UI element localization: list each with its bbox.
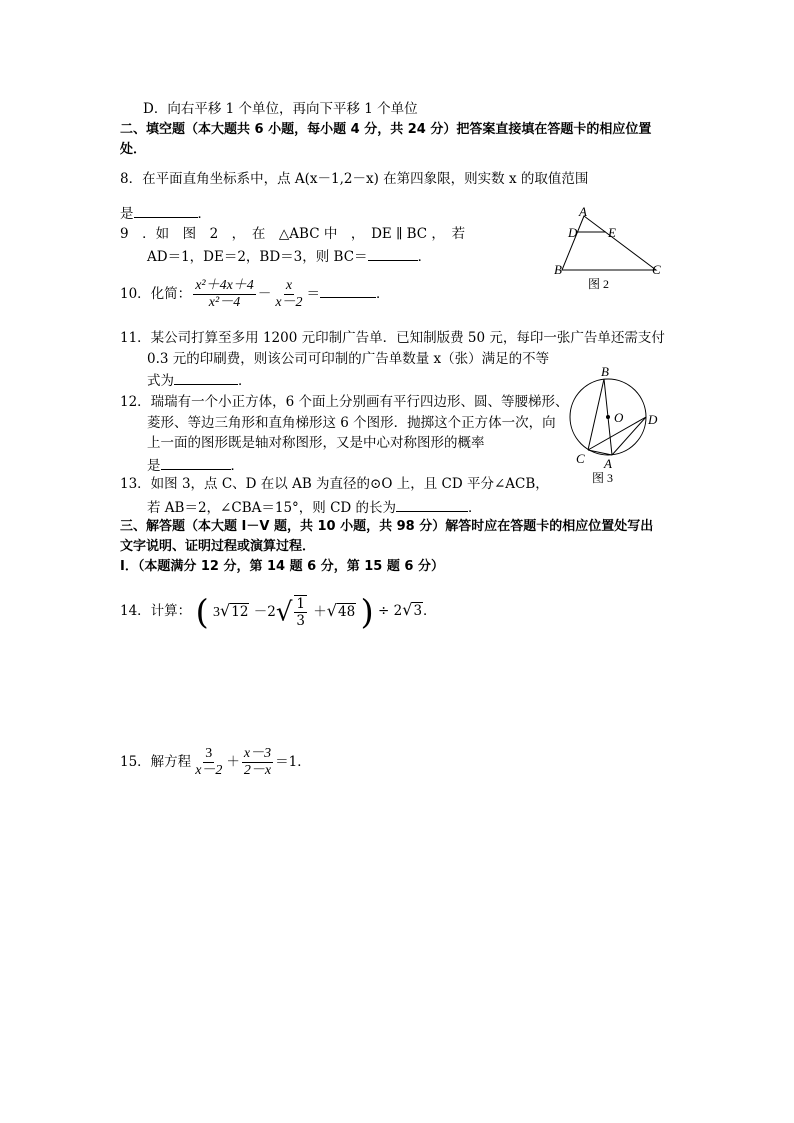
- section3-heading: 三、解答题（本大题 Ⅰ－Ⅴ 题，共 10 小题，共 98 分）解答时应在答题卡的相应位置处写出: [120, 519, 654, 534]
- q12-suffix: ．: [230, 458, 244, 474]
- q9-prefix: AD＝1，DE＝2，BD＝3，则 BC＝: [147, 249, 368, 265]
- q8-blank[interactable]: [134, 203, 198, 218]
- sqrt-sign-large: √: [275, 597, 293, 627]
- section3-heading-cont: 文字说明、证明过程或演算过程．: [120, 539, 316, 554]
- q10-frac1-num: x²＋4x＋4: [195, 278, 254, 293]
- q12-prefix: 是: [147, 458, 161, 474]
- q11-prefix: 式为: [147, 373, 174, 389]
- label-b: B: [554, 262, 562, 277]
- q11-blank[interactable]: [174, 370, 238, 385]
- q10-frac2-den: x－2: [275, 295, 303, 310]
- sqrt-sign-2: √: [326, 600, 337, 620]
- figure-2-triangle: [548, 204, 678, 294]
- part1-heading: Ⅰ．（本题满分 12 分，第 14 题 6 分，第 15 题 6 分）: [120, 559, 444, 574]
- label-d: D: [648, 412, 658, 427]
- q12-blank[interactable]: [161, 455, 231, 470]
- q14-frac-den: 3: [296, 613, 305, 629]
- question-11-answer: [147, 370, 252, 390]
- q8-prefix: 是: [120, 206, 134, 222]
- question-12: 12．瑞瑞有一个小正方体，6 个面上分别画有平行四边形、圆、等腰梯形、: [120, 394, 569, 410]
- q14-radicand-3: 48: [338, 603, 356, 620]
- q14-radicand-4: 3: [413, 603, 423, 619]
- question-9: 9 ．如 图 2 ， 在 △ABC 中 ， DE ∥ BC ， 若: [120, 226, 466, 242]
- q15-frac2-num: x－3: [243, 746, 272, 761]
- question-14: [120, 590, 437, 630]
- figure-3-caption: 图 3: [592, 471, 614, 484]
- q14-expression: [195, 591, 373, 633]
- q14-div: ÷ 2: [378, 603, 403, 619]
- question-8-answer: [120, 203, 211, 223]
- sqrt-sign-3: √: [402, 600, 413, 619]
- label-d: D: [568, 225, 578, 240]
- question-8: 8．在平面直角坐标系中，点 A(x－1,2－x) 在第四象限，则实数 x 的取值范围: [120, 171, 589, 187]
- q14-coef1: 3: [213, 604, 221, 620]
- question-13-answer: [147, 497, 482, 517]
- q15-fraction-1: [193, 746, 224, 779]
- q14-radicand-1: 12: [231, 603, 249, 620]
- left-paren: (: [195, 592, 209, 632]
- question-12-cont1: 菱形、等边三角形和直角梯形这 6 个图形．抛掷这个正方体一次，向: [147, 415, 556, 431]
- center-point: [606, 415, 610, 419]
- q15-frac1-num: 3: [205, 746, 213, 761]
- section2-heading: 二、填空题（本大题共 6 小题，每小题 4 分，共 24 分）把答案直接填在答题卡的相应位置: [120, 122, 652, 137]
- question-13: 13．如图 3，点 C、D 在以 AB 为直径的⊙O 上，且 CD 平分∠ACB，: [120, 476, 549, 492]
- label-e: E: [608, 225, 616, 240]
- q15-plus: ＋: [226, 754, 240, 770]
- q10-prefix: 10．化简：: [120, 286, 192, 302]
- q10-suffix: ．: [376, 286, 390, 302]
- q15-frac2-den: 2－x: [243, 763, 272, 778]
- label-c: C: [576, 451, 585, 466]
- question-9-answer: [147, 246, 431, 266]
- q10-frac2-num: x: [285, 278, 293, 293]
- option-d: D．向右平移 1 个单位，再向下平移 1 个单位: [143, 101, 418, 117]
- q9-suffix: ．: [417, 249, 432, 265]
- chord-bc: [588, 379, 604, 450]
- q14-coef2: －2: [253, 603, 276, 620]
- q15-rhs: ＝1．: [275, 754, 311, 770]
- q11-suffix: ．: [238, 373, 252, 389]
- question-11-cont: 0.3 元的印刷费，则该公司可印制的广告单数量 x（张）满足的不等: [147, 351, 550, 367]
- question-11: 11．某公司打算至多用 1200 元印制广告单．已知制版费 50 元，每印一张广告单还需支付: [120, 330, 665, 346]
- q14-plus: ＋: [313, 603, 327, 620]
- q13-suffix: ．: [468, 500, 482, 516]
- q13-blank[interactable]: [396, 497, 468, 512]
- label-o: O: [614, 410, 624, 425]
- q10-blank[interactable]: [320, 283, 376, 298]
- question-12-cont2: 上一面的图形既是轴对称图形，又是中心对称图形的概率: [147, 435, 485, 451]
- q10-fraction-2: [273, 278, 304, 311]
- q10-frac1-den: x²－4: [208, 295, 241, 310]
- q10-equals: ＝: [306, 286, 321, 302]
- q15-frac1-den: x－2: [195, 763, 223, 778]
- label-c: C: [652, 262, 661, 277]
- q10-fraction-1: [193, 278, 256, 311]
- figure-2-caption: 图 2: [588, 277, 610, 291]
- figure-3-circle: [564, 362, 664, 484]
- label-b: B: [601, 364, 609, 379]
- question-15: [120, 742, 311, 782]
- q14-frac-num: 1: [296, 596, 305, 612]
- q8-suffix: ．: [197, 206, 211, 222]
- q14-suffix: ．: [423, 603, 437, 619]
- sqrt-sign: √: [220, 600, 231, 620]
- q14-fraction: [294, 595, 307, 629]
- question-10: [120, 276, 390, 312]
- q10-minus: －: [257, 286, 272, 302]
- q13-prefix: 若 AB＝2，∠CBA＝15°，则 CD 的长为: [147, 500, 397, 516]
- question-12-answer: [147, 455, 244, 475]
- right-paren: ): [360, 592, 374, 632]
- q15-fraction-2: [242, 746, 273, 779]
- q9-blank[interactable]: [368, 246, 418, 261]
- section2-heading-cont: 处．: [120, 142, 147, 157]
- q15-prefix: 15．解方程: [120, 754, 192, 770]
- q14-prefix: 14．计算：: [120, 603, 192, 619]
- label-a: A: [604, 456, 612, 471]
- label-a: A: [579, 204, 587, 219]
